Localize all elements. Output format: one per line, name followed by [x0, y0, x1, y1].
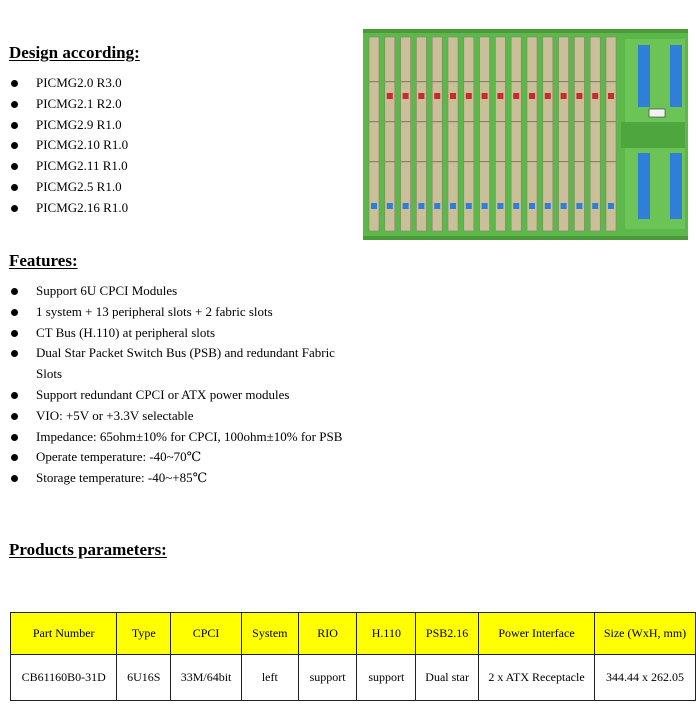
- blue-connector-icon: [371, 203, 377, 209]
- slot-divider: [574, 81, 584, 82]
- red-jumper-icon: [513, 93, 519, 99]
- card-slot: [606, 37, 616, 231]
- slot-divider: [464, 161, 474, 162]
- list-item: PICMG2.11 R1.0: [0, 156, 340, 177]
- slot-divider: [495, 121, 505, 122]
- table-header-cell: Power Interface: [479, 613, 595, 655]
- jumper-label: [649, 109, 665, 117]
- table-header-cell: Type: [117, 613, 171, 655]
- list-item: Dual Star Packet Switch Bus (PSB) and redundant Fabric Slots: [0, 343, 350, 385]
- slot-divider: [559, 81, 569, 82]
- features-heading: Features:: [9, 251, 78, 270]
- red-jumper-icon: [450, 93, 456, 99]
- table-header-row: [11, 613, 696, 655]
- table-header-cell: PSB2.16: [416, 613, 479, 655]
- slot-divider: [369, 161, 379, 162]
- red-jumper-icon: [545, 93, 551, 99]
- slot-divider: [448, 121, 458, 122]
- slot-divider: [511, 121, 521, 122]
- table-cell: support: [298, 655, 357, 701]
- slot-divider: [416, 81, 426, 82]
- card-slot: [559, 37, 569, 231]
- slot-divider: [416, 121, 426, 122]
- parameters-table: [10, 612, 696, 701]
- table-cell: 2 x ATX Receptacle: [479, 655, 595, 701]
- slot-divider: [590, 161, 600, 162]
- table-header-cell: Part Number: [11, 613, 117, 655]
- card-slot: [527, 37, 537, 231]
- blue-connector-icon: [576, 203, 582, 209]
- table-header-cell: System: [241, 613, 298, 655]
- list-item: PICMG2.10 R1.0: [0, 135, 340, 156]
- table-header-cell: Size (WxH, mm): [595, 613, 696, 655]
- card-slot: [464, 37, 474, 231]
- slot-divider: [369, 121, 379, 122]
- red-jumper-icon: [387, 93, 393, 99]
- slot-divider: [543, 81, 553, 82]
- red-jumper-icon: [434, 93, 440, 99]
- atx-connector-icon: [638, 153, 650, 219]
- table-cell: Dual star: [416, 655, 479, 701]
- slot-divider: [432, 121, 442, 122]
- table-header-cell: RIO: [298, 613, 357, 655]
- slot-divider: [385, 121, 395, 122]
- slot-divider: [574, 161, 584, 162]
- red-jumper-icon: [529, 93, 535, 99]
- list-item: Operate temperature: -40~70℃: [0, 447, 350, 468]
- blue-connector-icon: [403, 203, 409, 209]
- slot-divider: [606, 161, 616, 162]
- card-slot: [369, 37, 379, 231]
- slot-divider: [590, 121, 600, 122]
- design-heading: Design according:: [9, 43, 140, 62]
- blue-connector-icon: [545, 203, 551, 209]
- slot-divider: [511, 81, 521, 82]
- blue-connector-icon: [387, 203, 393, 209]
- slot-divider: [480, 121, 490, 122]
- blue-connector-icon: [450, 203, 456, 209]
- table-cell: left: [241, 655, 298, 701]
- design-list: [0, 73, 340, 219]
- list-item: 1 system + 13 peripheral slots + 2 fabric slots: [0, 302, 350, 323]
- atx-connector-icon: [670, 153, 682, 219]
- features-list: [0, 281, 350, 489]
- slot-divider: [432, 161, 442, 162]
- slot-divider: [606, 81, 616, 82]
- slot-divider: [559, 121, 569, 122]
- slot-divider: [464, 81, 474, 82]
- slot-divider: [432, 81, 442, 82]
- card-slot: [385, 37, 395, 231]
- backplane-image: [363, 29, 688, 240]
- card-slot: [574, 37, 584, 231]
- slot-divider: [495, 81, 505, 82]
- list-item: Storage temperature: -40~+85℃: [0, 468, 350, 489]
- card-slot: [480, 37, 490, 231]
- slot-divider: [448, 161, 458, 162]
- blue-connector-icon: [497, 203, 503, 209]
- slot-divider: [401, 81, 411, 82]
- table-cell: 6U16S: [117, 655, 171, 701]
- red-jumper-icon: [418, 93, 424, 99]
- card-slot: [543, 37, 553, 231]
- list-item: Impedance: 65ohm±10% for CPCI, 100ohm±10% for PSB: [0, 427, 350, 448]
- list-item: CT Bus (H.110) at peripheral slots: [0, 323, 350, 344]
- slot-divider: [527, 161, 537, 162]
- card-slot: [432, 37, 442, 231]
- table-cell: support: [357, 655, 416, 701]
- slot-divider: [543, 161, 553, 162]
- products-heading: Products parameters:: [9, 540, 167, 559]
- red-jumper-icon: [403, 93, 409, 99]
- blue-connector-icon: [418, 203, 424, 209]
- blue-connector-icon: [561, 203, 567, 209]
- table-cell: 344.44 x 262.05: [595, 655, 696, 701]
- slot-divider: [527, 81, 537, 82]
- red-jumper-icon: [482, 93, 488, 99]
- blue-connector-icon: [529, 203, 535, 209]
- atx-connector-icon: [638, 45, 650, 107]
- slot-divider: [559, 161, 569, 162]
- table-cell: 33M/64bit: [171, 655, 242, 701]
- table-header-cell: CPCI: [171, 613, 242, 655]
- slot-divider: [606, 121, 616, 122]
- table-header-cell: H.110: [357, 613, 416, 655]
- slot-divider: [543, 121, 553, 122]
- card-slot: [495, 37, 505, 231]
- list-item: PICMG2.9 R1.0: [0, 115, 340, 136]
- list-item: PICMG2.5 R1.0: [0, 177, 340, 198]
- slot-divider: [385, 81, 395, 82]
- slot-divider: [511, 161, 521, 162]
- list-item: PICMG2.1 R2.0: [0, 94, 340, 115]
- blue-connector-icon: [513, 203, 519, 209]
- list-item: Support redundant CPCI or ATX power modules: [0, 385, 350, 406]
- blue-connector-icon: [466, 203, 472, 209]
- list-item: PICMG2.16 R1.0: [0, 198, 340, 219]
- red-jumper-icon: [497, 93, 503, 99]
- red-jumper-icon: [466, 93, 472, 99]
- card-slot: [448, 37, 458, 231]
- slot-divider: [448, 81, 458, 82]
- list-item: PICMG2.0 R3.0: [0, 73, 340, 94]
- card-slot: [511, 37, 521, 231]
- slot-divider: [385, 161, 395, 162]
- red-jumper-icon: [608, 93, 614, 99]
- slot-divider: [574, 121, 584, 122]
- table-row: [11, 655, 696, 701]
- red-jumper-icon: [561, 93, 567, 99]
- slot-divider: [369, 81, 379, 82]
- table-cell: CB61160B0-31D: [11, 655, 117, 701]
- slot-divider: [401, 121, 411, 122]
- blue-connector-icon: [434, 203, 440, 209]
- red-jumper-icon: [592, 93, 598, 99]
- card-slot: [416, 37, 426, 231]
- card-slot: [590, 37, 600, 231]
- blue-connector-icon: [608, 203, 614, 209]
- slot-divider: [495, 161, 505, 162]
- slot-divider: [464, 121, 474, 122]
- slot-divider: [401, 161, 411, 162]
- card-slot: [401, 37, 411, 231]
- slot-divider: [416, 161, 426, 162]
- slot-divider: [480, 81, 490, 82]
- slot-divider: [480, 161, 490, 162]
- slot-divider: [527, 121, 537, 122]
- list-item: VIO: +5V or +3.3V selectable: [0, 406, 350, 427]
- slot-divider: [590, 81, 600, 82]
- blue-connector-icon: [592, 203, 598, 209]
- red-jumper-icon: [576, 93, 582, 99]
- blue-connector-icon: [482, 203, 488, 209]
- atx-connector-icon: [670, 45, 682, 107]
- list-item: Support 6U CPCI Modules: [0, 281, 350, 302]
